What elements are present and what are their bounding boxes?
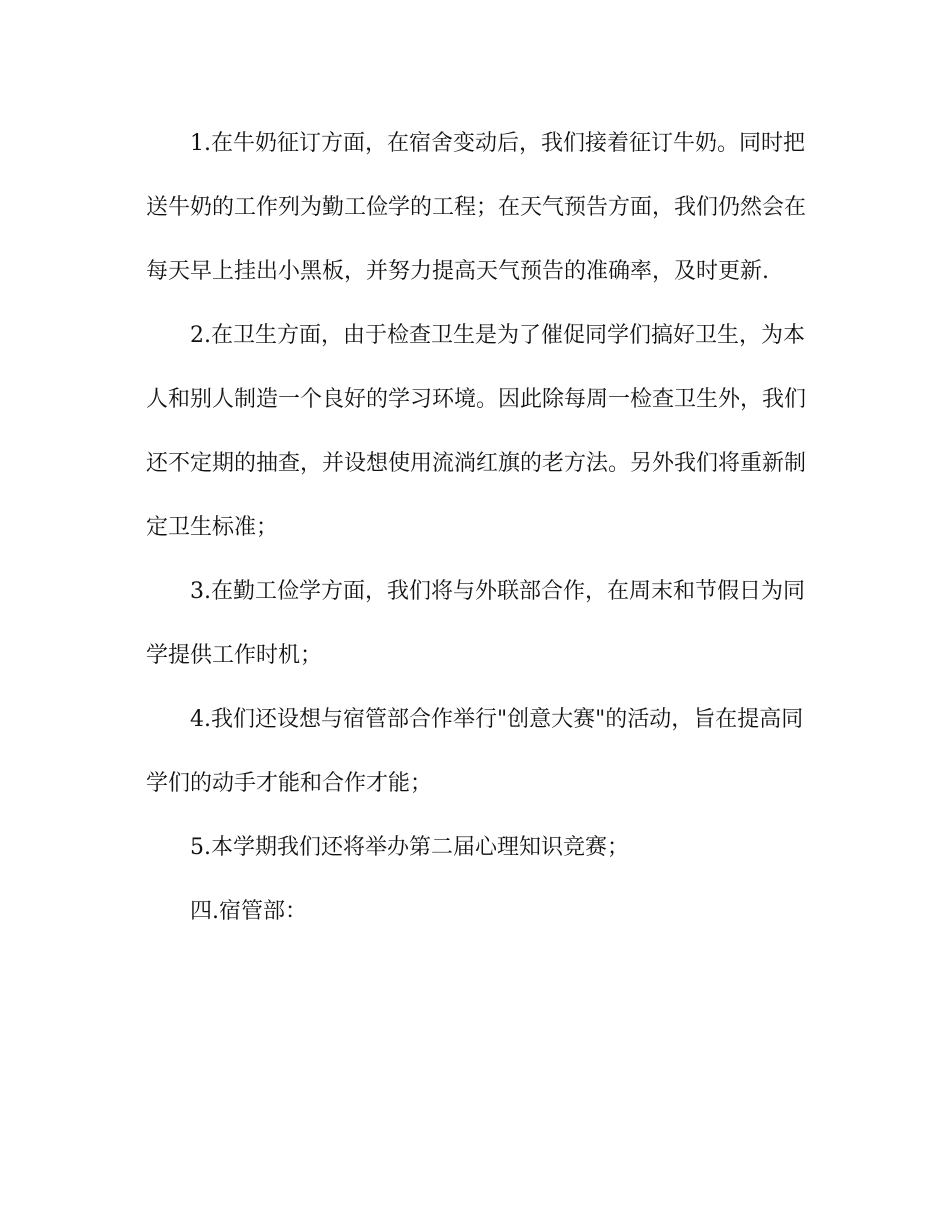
- paragraph-3-line-2: 学提供工作时机；: [146, 643, 323, 668]
- paragraph-4-line-2: 学们的动手才能和合作才能；: [146, 771, 433, 796]
- paragraph-1-line-1: 1.在牛奶征订方面，在宿舍变动后，我们接着征订牛奶。同时把: [190, 131, 805, 156]
- paragraph-1-line-2: 送牛奶的工作列为勤工俭学的工程；在天气预告方面，我们仍然会在: [146, 195, 807, 220]
- paragraph-4-line-1: 4.我们还设想与宿管部合作举行"创意大赛"的活动，旨在提高同: [190, 707, 804, 732]
- section-heading: 四.宿管部：: [190, 899, 307, 924]
- paragraph-2-line-4: 定卫生标准；: [146, 515, 279, 540]
- paragraph-5-line-1: 5.本学期我们还将举办第二届心理知识竞赛；: [190, 835, 629, 860]
- paragraph-2-line-2: 人和别人制造一个良好的学习环境。因此除每周一检查卫生外，我们: [146, 387, 807, 412]
- paragraph-2-line-3: 还不定期的抽查，并设想使用流淌红旗的老方法。另外我们将重新制: [146, 451, 807, 476]
- paragraph-1-line-3: 每天早上挂出小黑板，并努力提高天气预告的准确率，及时更新.: [146, 259, 769, 284]
- paragraph-3-line-1: 3.在勤工俭学方面，我们将与外联部合作，在周末和节假日为同: [190, 579, 805, 604]
- paragraph-2-line-1: 2.在卫生方面，由于检查卫生是为了催促同学们搞好卫生，为本: [190, 323, 805, 348]
